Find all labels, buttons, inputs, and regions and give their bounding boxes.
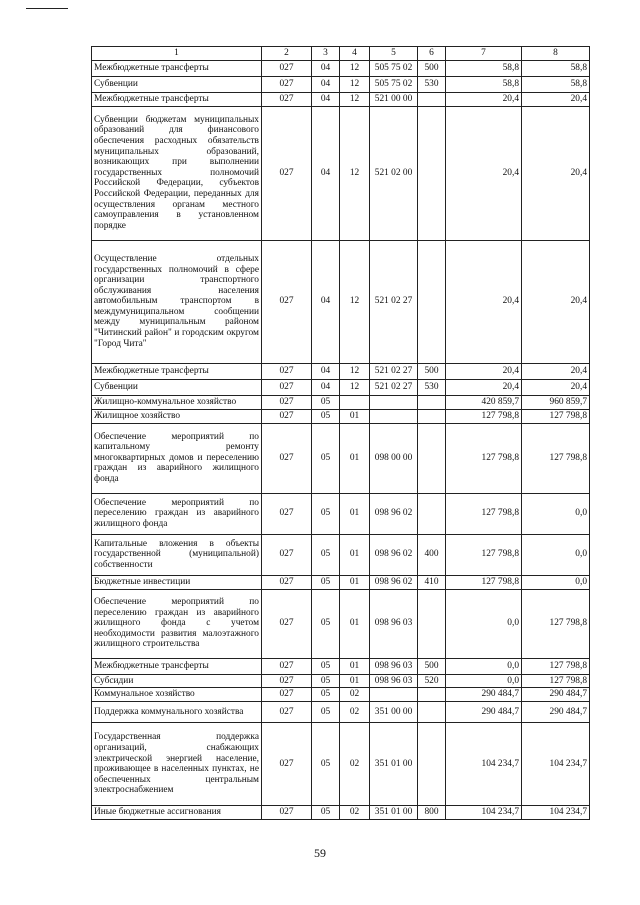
row-section: 04 (312, 363, 340, 379)
row-expense-type (418, 423, 446, 493)
table-row (92, 409, 590, 423)
row-target-article: 098 96 02 (370, 493, 418, 534)
row-section: 05 (312, 423, 340, 493)
row-target-article: 521 00 00 (370, 93, 418, 107)
row-expense-type: 500 (418, 658, 446, 674)
row-amount-2: 0,0 (522, 534, 590, 575)
row-name: Межбюджетные трансферты (92, 61, 262, 77)
table-row (92, 106, 590, 240)
table-row (92, 702, 590, 723)
row-name: Жилищно-коммунальное хозяйство (92, 395, 262, 409)
row-amount-1: 20,4 (446, 363, 522, 379)
page-number: 59 (314, 846, 326, 860)
row-code: 027 (262, 575, 312, 589)
row-target-article: 521 02 27 (370, 379, 418, 395)
row-amount-1: 0,0 (446, 658, 522, 674)
row-amount-2: 127 798,8 (522, 658, 590, 674)
row-expense-type (418, 395, 446, 409)
header-cell: 8 (522, 47, 590, 61)
row-code: 027 (262, 534, 312, 575)
row-section: 04 (312, 240, 340, 363)
row-target-article: 521 02 27 (370, 240, 418, 363)
row-amount-1: 20,4 (446, 106, 522, 240)
row-section: 05 (312, 589, 340, 658)
row-name: Обеспечение мероприятий по переселению граждан из аварийного жилищного фонда (92, 493, 262, 534)
row-expense-type: 800 (418, 806, 446, 820)
row-section: 04 (312, 379, 340, 395)
table-row (92, 395, 590, 409)
row-expense-type (418, 240, 446, 363)
row-section: 05 (312, 395, 340, 409)
row-subsection: 01 (340, 423, 370, 493)
row-subsection: 01 (340, 575, 370, 589)
row-subsection: 12 (340, 240, 370, 363)
row-subsection: 02 (340, 723, 370, 806)
row-subsection: 02 (340, 702, 370, 723)
row-section: 05 (312, 409, 340, 423)
row-amount-2: 290 484,7 (522, 702, 590, 723)
row-section: 05 (312, 534, 340, 575)
row-code: 027 (262, 723, 312, 806)
row-amount-2: 960 859,7 (522, 395, 590, 409)
row-subsection: 02 (340, 688, 370, 702)
row-subsection: 12 (340, 61, 370, 77)
row-name: Субвенции (92, 379, 262, 395)
row-subsection (340, 395, 370, 409)
row-amount-2: 290 484,7 (522, 688, 590, 702)
row-code: 027 (262, 658, 312, 674)
row-section: 05 (312, 493, 340, 534)
row-subsection: 02 (340, 806, 370, 820)
row-code: 027 (262, 93, 312, 107)
row-code: 027 (262, 77, 312, 93)
row-expense-type: 530 (418, 379, 446, 395)
row-section: 04 (312, 61, 340, 77)
row-expense-type: 500 (418, 363, 446, 379)
row-target-article: 098 96 02 (370, 575, 418, 589)
row-expense-type (418, 702, 446, 723)
table-row (92, 575, 590, 589)
row-subsection: 01 (340, 658, 370, 674)
row-subsection: 12 (340, 363, 370, 379)
row-amount-2: 104 234,7 (522, 806, 590, 820)
row-target-article: 098 96 02 (370, 534, 418, 575)
row-amount-1: 127 798,8 (446, 534, 522, 575)
row-target-article: 351 01 00 (370, 806, 418, 820)
row-code: 027 (262, 409, 312, 423)
row-target-article: 098 96 03 (370, 674, 418, 688)
row-amount-1: 58,8 (446, 77, 522, 93)
row-amount-2: 127 798,8 (522, 589, 590, 658)
header-cell: 1 (92, 47, 262, 61)
row-amount-2: 20,4 (522, 379, 590, 395)
row-amount-1: 420 859,7 (446, 395, 522, 409)
row-code: 027 (262, 395, 312, 409)
row-expense-type: 400 (418, 534, 446, 575)
row-code: 027 (262, 589, 312, 658)
row-subsection: 01 (340, 589, 370, 658)
header-cell: 2 (262, 47, 312, 61)
table-body (92, 61, 590, 820)
row-subsection: 12 (340, 379, 370, 395)
row-subsection: 12 (340, 77, 370, 93)
header-cell: 3 (312, 47, 340, 61)
header-rule (26, 8, 68, 9)
row-section: 05 (312, 806, 340, 820)
row-amount-2: 58,8 (522, 77, 590, 93)
row-target-article: 098 00 00 (370, 423, 418, 493)
row-amount-1: 58,8 (446, 61, 522, 77)
row-subsection: 12 (340, 93, 370, 107)
table-row (92, 379, 590, 395)
row-amount-1: 20,4 (446, 93, 522, 107)
row-name: Обеспечение мероприятий по капитальному ремонту многоквартирных домов и переселению граждан из аварийного жилищного фонда (92, 423, 262, 493)
row-amount-2: 20,4 (522, 106, 590, 240)
row-amount-1: 0,0 (446, 589, 522, 658)
row-target-article: 521 02 00 (370, 106, 418, 240)
row-code: 027 (262, 363, 312, 379)
row-name: Субсидии (92, 674, 262, 688)
row-name: Коммунальное хозяйство (92, 688, 262, 702)
header-cell: 6 (418, 47, 446, 61)
row-name: Обеспечение мероприятий по переселению граждан из аварийного жилищного фонда с учетом необходимости развития малоэтажного жилищного строительства (92, 589, 262, 658)
header-cell: 7 (446, 47, 522, 61)
row-target-article: 351 00 00 (370, 702, 418, 723)
row-amount-2: 0,0 (522, 493, 590, 534)
row-section: 04 (312, 93, 340, 107)
table-row (92, 806, 590, 820)
row-target-article: 098 96 03 (370, 589, 418, 658)
row-name: Межбюджетные трансферты (92, 93, 262, 107)
row-name: Поддержка коммунального хозяйства (92, 702, 262, 723)
row-expense-type (418, 589, 446, 658)
row-code: 027 (262, 379, 312, 395)
row-amount-2: 20,4 (522, 240, 590, 363)
row-expense-type (418, 723, 446, 806)
row-code: 027 (262, 674, 312, 688)
row-amount-1: 20,4 (446, 240, 522, 363)
header-cell: 4 (340, 47, 370, 61)
row-amount-2: 127 798,8 (522, 674, 590, 688)
table-row (92, 534, 590, 575)
row-subsection: 01 (340, 493, 370, 534)
row-code: 027 (262, 423, 312, 493)
row-expense-type: 530 (418, 77, 446, 93)
row-expense-type (418, 106, 446, 240)
table-row (92, 658, 590, 674)
row-amount-1: 104 234,7 (446, 806, 522, 820)
row-expense-type: 410 (418, 575, 446, 589)
row-code: 027 (262, 702, 312, 723)
table-row (92, 423, 590, 493)
row-subsection: 01 (340, 674, 370, 688)
row-name: Субвенции (92, 77, 262, 93)
row-section: 05 (312, 575, 340, 589)
row-amount-1: 290 484,7 (446, 688, 522, 702)
row-amount-1: 290 484,7 (446, 702, 522, 723)
row-amount-2: 104 234,7 (522, 723, 590, 806)
row-amount-1: 127 798,8 (446, 409, 522, 423)
row-amount-1: 0,0 (446, 674, 522, 688)
row-section: 05 (312, 674, 340, 688)
row-expense-type: 520 (418, 674, 446, 688)
row-amount-1: 127 798,8 (446, 423, 522, 493)
row-target-article: 505 75 02 (370, 61, 418, 77)
row-name: Бюджетные инвестиции (92, 575, 262, 589)
row-subsection: 01 (340, 534, 370, 575)
row-section: 05 (312, 658, 340, 674)
row-target-article (370, 395, 418, 409)
row-code: 027 (262, 806, 312, 820)
row-amount-2: 0,0 (522, 575, 590, 589)
row-section: 04 (312, 77, 340, 93)
row-name: Иные бюджетные ассигнования (92, 806, 262, 820)
row-name: Жилищное хозяйство (92, 409, 262, 423)
row-target-article (370, 688, 418, 702)
row-name: Капитальные вложения в объекты государственной (муниципальной) собственности (92, 534, 262, 575)
row-target-article: 505 75 02 (370, 77, 418, 93)
row-target-article: 521 02 27 (370, 363, 418, 379)
row-amount-2: 127 798,8 (522, 423, 590, 493)
row-section: 05 (312, 702, 340, 723)
table-row (92, 688, 590, 702)
table-row (92, 93, 590, 107)
table-row (92, 723, 590, 806)
row-code: 027 (262, 240, 312, 363)
header-cell: 5 (370, 47, 418, 61)
row-section: 05 (312, 723, 340, 806)
row-code: 027 (262, 688, 312, 702)
row-amount-2: 20,4 (522, 93, 590, 107)
row-expense-type (418, 493, 446, 534)
row-name: Государственная поддержка организаций, снабжающих электрической энергией население, проживающее в населенных пунктах, не обеспеченных центральным электроснабжением (92, 723, 262, 806)
row-name: Межбюджетные трансферты (92, 363, 262, 379)
row-amount-1: 127 798,8 (446, 493, 522, 534)
row-code: 027 (262, 61, 312, 77)
row-name: Межбюджетные трансферты (92, 658, 262, 674)
row-section: 04 (312, 106, 340, 240)
row-expense-type: 500 (418, 61, 446, 77)
row-target-article: 351 01 00 (370, 723, 418, 806)
table-row (92, 674, 590, 688)
table-row (92, 493, 590, 534)
row-amount-1: 127 798,8 (446, 575, 522, 589)
row-amount-2: 20,4 (522, 363, 590, 379)
table-row (92, 61, 590, 77)
row-target-article: 098 96 03 (370, 658, 418, 674)
table-header-row (92, 47, 590, 61)
table-row (92, 589, 590, 658)
row-code: 027 (262, 493, 312, 534)
row-section: 05 (312, 688, 340, 702)
table-row (92, 240, 590, 363)
budget-table (91, 46, 590, 820)
row-expense-type (418, 688, 446, 702)
row-amount-1: 20,4 (446, 379, 522, 395)
table-row (92, 77, 590, 93)
row-target-article (370, 409, 418, 423)
row-name: Субвенции бюджетам муниципальных образований для финансового обеспечения расходных обязательств муниципальных образований, возникающих при выполнении государственных полномочий Российской Федерации, субъектов Российской Федерации, переданных для осуществления органам местного самоуправления в установленном порядке (92, 106, 262, 240)
row-subsection: 12 (340, 106, 370, 240)
row-amount-2: 58,8 (522, 61, 590, 77)
row-expense-type (418, 409, 446, 423)
row-expense-type (418, 93, 446, 107)
row-amount-1: 104 234,7 (446, 723, 522, 806)
row-name: Осуществление отдельных государственных полномочий в сфере организации транспортного обслуживания населения автомобильным транспортом в междумуниципальном сообщении между муниципальным районом "Читинский район" и городским округом "Город Чита" (92, 240, 262, 363)
row-amount-2: 127 798,8 (522, 409, 590, 423)
row-subsection: 01 (340, 409, 370, 423)
row-code: 027 (262, 106, 312, 240)
table-row (92, 363, 590, 379)
